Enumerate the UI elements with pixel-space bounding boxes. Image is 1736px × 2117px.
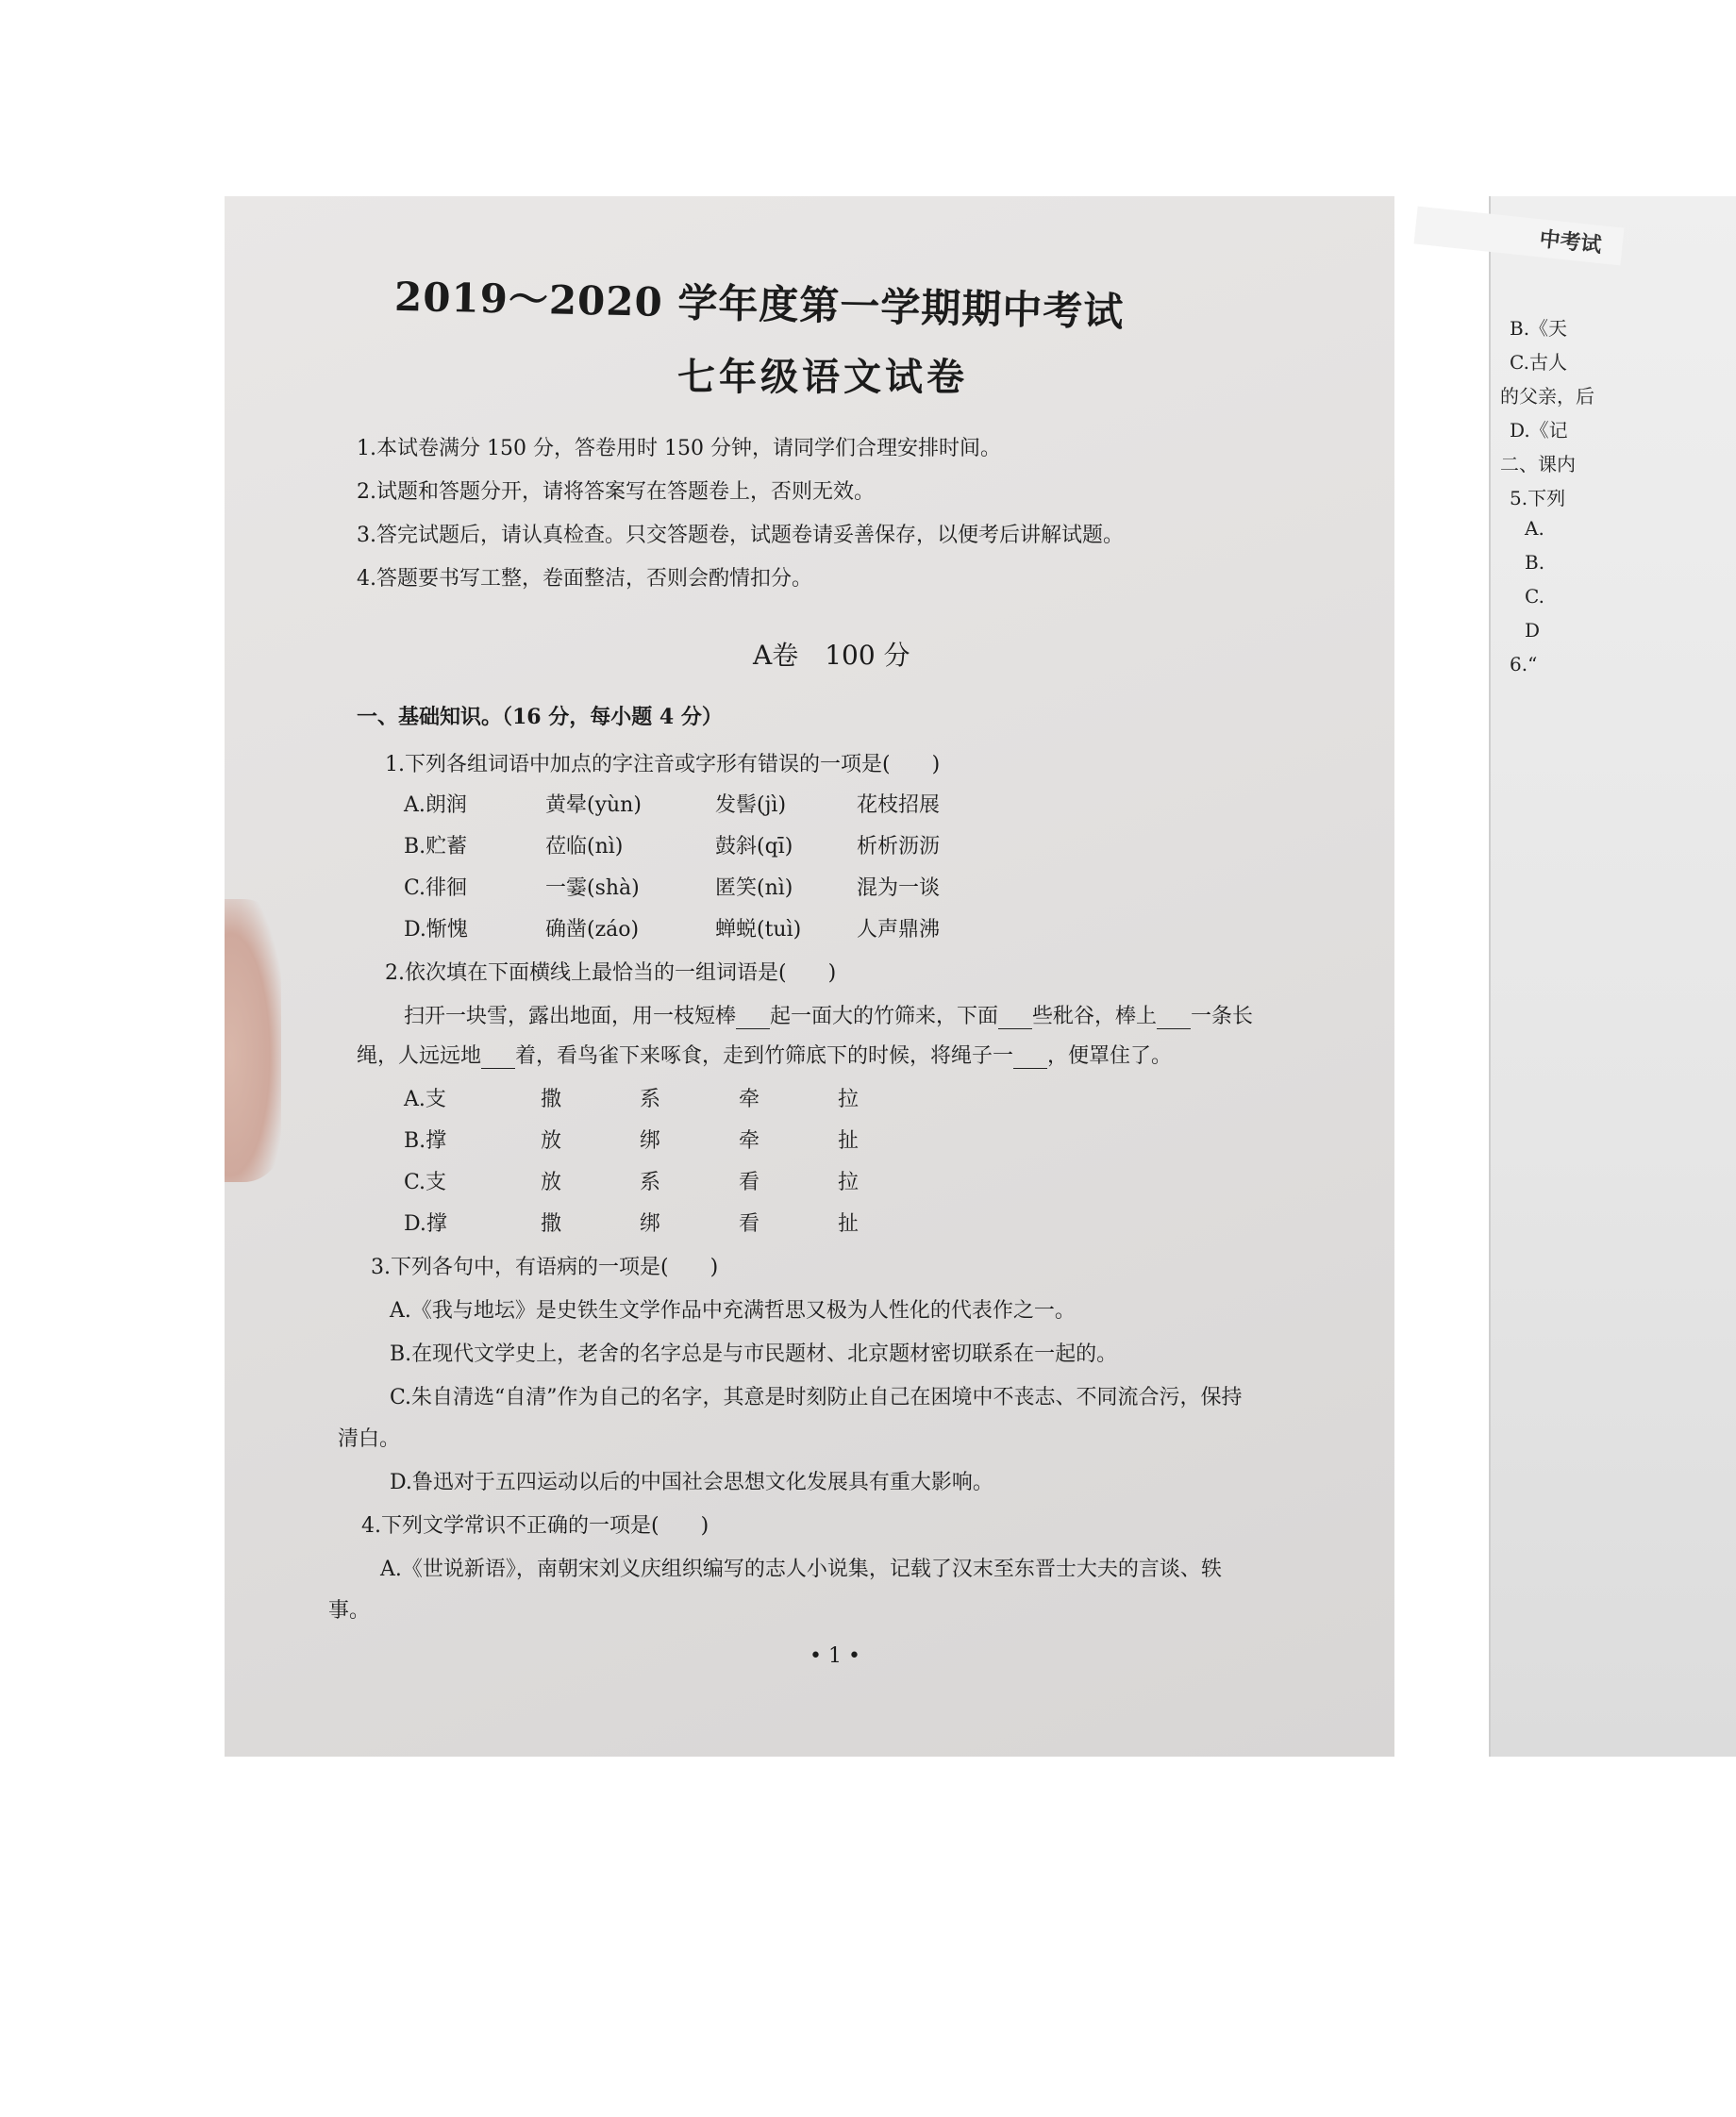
q2-option-word: 放 — [541, 1171, 562, 1194]
adjacent-line: 二、课内 — [1500, 453, 1576, 475]
q1-option-d-word: D.惭愧 — [404, 918, 468, 942]
q1-option-b-item: 析析沥沥 — [857, 835, 941, 858]
q2-option-word: 撒 — [541, 1088, 562, 1111]
q1-option-a-item: 黄晕(yùn) — [545, 793, 642, 817]
question-4-stem: 4.下列文学常识不正确的一项是( ) — [361, 1514, 709, 1538]
question-3-option-b: B.在现代文学史上，老舍的名字总是与市民题材、北京题材密切联系在一起的。 — [390, 1342, 1118, 1366]
q2-option-word: 看 — [739, 1212, 760, 1236]
passage-text: 起一面大的竹筛来，下面 — [770, 1005, 999, 1028]
passage-text: ，便罩住了。 — [1047, 1044, 1173, 1068]
q2-option-word: 绑 — [640, 1129, 661, 1153]
question-2-passage-line-1 — [404, 1000, 1253, 1029]
instruction-1: 1.本试卷满分 150 分，答卷用时 150 分钟，请同学们合理安排时间。 — [357, 437, 1001, 460]
fill-blank — [1013, 1051, 1047, 1069]
exam-photo — [225, 196, 1603, 1757]
adjacent-line: 6.“ — [1510, 653, 1538, 675]
volume-heading: A卷 100 分 — [753, 640, 910, 671]
question-4-option-a: A.《世说新语》，南朝宋刘义庆组织编写的志人小说集，记载了汉末至东晋士大夫的言谈、轶 — [380, 1558, 1222, 1581]
instruction-3: 3.答完试题后，请认真检查。只交答题卷，试题卷请妥善保存，以便考后讲解试题。 — [357, 524, 1124, 547]
q1-option-a-item: 花枝招展 — [857, 793, 941, 817]
instruction-4: 4.答题要书写工整，卷面整洁，否则会酌情扣分。 — [357, 567, 812, 591]
question-3-option-a: A.《我与地坛》是史铁生文学作品中充满哲思又极为人性化的代表作之一。 — [390, 1299, 1076, 1323]
q1-option-c-item: 混为一谈 — [857, 876, 941, 900]
question-1-stem: 1.下列各组词语中加点的字注音或字形有错误的一项是( ) — [385, 753, 941, 776]
question-3-option-d: D.鲁迅对于五四运动以后的中国社会思想文化发展具有重大影响。 — [390, 1471, 993, 1494]
passage-text: 扫开一块雪，露出地面，用一枝短棒 — [404, 1005, 737, 1028]
q2-option-word: 绑 — [640, 1212, 661, 1236]
adjacent-line: C. — [1525, 585, 1544, 608]
q1-option-d-item: 确凿(záo) — [545, 918, 640, 942]
passage-text: 着，看鸟雀下来啄食，走到竹筛底下的时候，将绳子一 — [515, 1044, 1014, 1068]
q1-option-b-word: B.贮蓄 — [404, 835, 468, 858]
adjacent-line: D — [1525, 619, 1541, 642]
page-number: • 1 • — [810, 1644, 860, 1668]
q1-option-a-item: 发髻(jì) — [715, 793, 787, 817]
q1-option-c-word: C.徘徊 — [404, 876, 468, 900]
question-3-option-c-cont: 清白。 — [338, 1427, 401, 1451]
adjacent-line: 5.下列 — [1510, 487, 1566, 509]
adjacent-line: D.《记 — [1510, 419, 1568, 442]
question-3-option-c: C.朱自清选“自清”作为自己的名字，其意是时刻防止自己在困境中不丧志、不同流合污，保持 — [390, 1386, 1243, 1409]
instruction-2: 2.试题和答题分开，请将答案写在答题卷上，否则无效。 — [357, 480, 875, 504]
fill-blank — [481, 1051, 515, 1069]
section-heading: 一、基础知识。（16 分，每小题 4 分） — [357, 705, 723, 729]
q2-option-a: A.支 — [404, 1088, 446, 1111]
adjacent-page-header: 中考试 — [1538, 226, 1603, 258]
adjacent-line: B. — [1525, 551, 1545, 574]
exam-subtitle: 七年级语文试卷 — [677, 355, 968, 399]
question-4-option-a-cont: 事。 — [328, 1599, 371, 1623]
q2-option-word: 看 — [739, 1171, 760, 1194]
question-2-passage-line-2 — [357, 1040, 1172, 1069]
passage-text: 些秕谷，棒上 — [1032, 1005, 1158, 1028]
question-2-stem: 2.依次填在下面横线上最恰当的一组词语是( ) — [385, 961, 837, 985]
q2-option-d: D.撑 — [404, 1212, 447, 1236]
q2-option-word: 扯 — [838, 1212, 860, 1236]
q2-option-word: 撒 — [541, 1212, 562, 1236]
passage-text: 一条长 — [1191, 1005, 1254, 1028]
q2-option-word: 扯 — [838, 1129, 860, 1153]
fill-blank — [736, 1011, 770, 1029]
q2-option-word: 拉 — [838, 1088, 860, 1111]
fill-blank — [1157, 1011, 1191, 1029]
adjacent-line: C.古人 — [1510, 351, 1567, 374]
q1-option-d-item: 人声鼎沸 — [857, 918, 941, 942]
q1-option-c-item: 一霎(shà) — [545, 876, 640, 900]
q1-option-a-word: A.朗润 — [404, 793, 467, 817]
q2-option-word: 拉 — [838, 1171, 860, 1194]
q1-option-c-item: 匿笑(nì) — [715, 876, 793, 900]
q1-option-b-item: 莅临(nì) — [545, 835, 624, 858]
q1-option-b-item: 鼓斜(qī) — [715, 835, 793, 858]
q2-option-b: B.撑 — [404, 1129, 447, 1153]
fill-blank — [998, 1011, 1032, 1029]
q2-option-c: C.支 — [404, 1171, 447, 1194]
q2-option-word: 放 — [541, 1129, 562, 1153]
adjacent-line: A. — [1525, 517, 1544, 540]
exam-page — [225, 196, 1489, 1757]
question-3-stem: 3.下列各句中，有语病的一项是( ) — [371, 1256, 719, 1279]
exam-title: 2019～2020 学年度第一学期期中考试 — [393, 273, 1125, 336]
q2-option-word: 系 — [640, 1171, 661, 1194]
adjacent-page — [1489, 196, 1736, 1757]
passage-text: 绳，人远远地 — [357, 1044, 482, 1068]
q2-option-word: 系 — [640, 1088, 661, 1111]
adjacent-line: 的父亲，后 — [1500, 385, 1594, 408]
q2-option-word: 牵 — [739, 1088, 760, 1111]
adjacent-line: B.《天 — [1510, 317, 1568, 340]
q2-option-word: 牵 — [739, 1129, 760, 1153]
q1-option-d-item: 蝉蜕(tuì) — [715, 918, 802, 942]
